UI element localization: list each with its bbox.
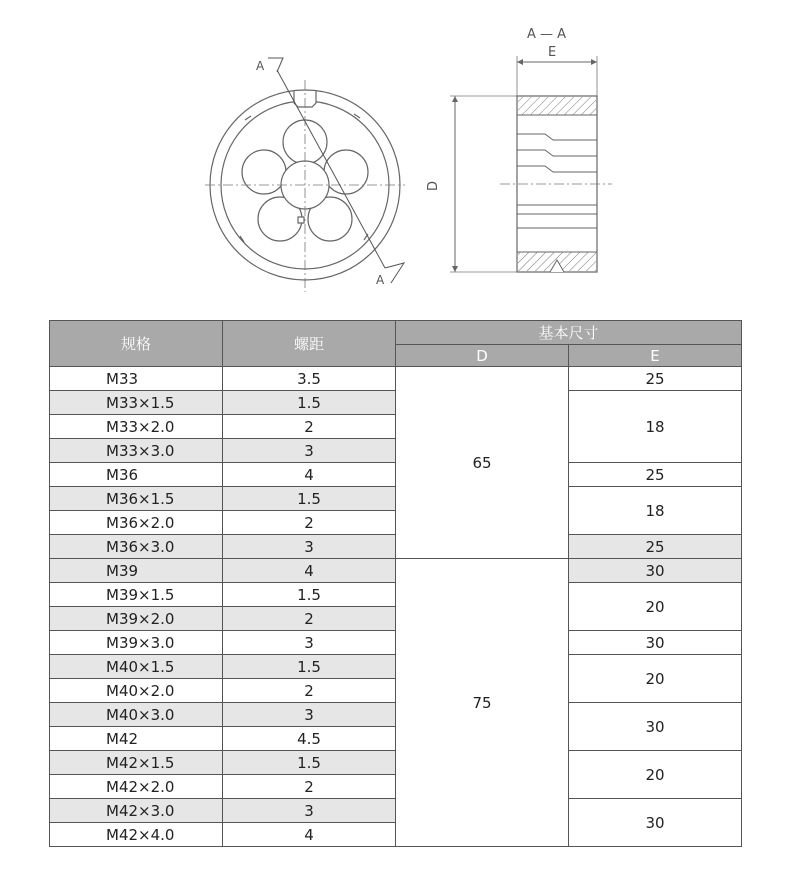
model-cell: M39×2.0 <box>50 607 223 631</box>
model-cell: M40×1.5 <box>50 655 223 679</box>
pitch-cell: 4 <box>223 823 396 847</box>
model-cell: M39×3.0 <box>50 631 223 655</box>
e-cell: 25 <box>569 535 742 559</box>
pitch-cell: 4.5 <box>223 727 396 751</box>
e-cell: 18 <box>569 391 742 463</box>
table-row <box>50 367 742 391</box>
e-cell: 20 <box>569 751 742 799</box>
model-cell: M33×2.0 <box>50 415 223 439</box>
e-cell: 20 <box>569 583 742 631</box>
model-cell: M39 <box>50 559 223 583</box>
die-section-view <box>426 27 612 272</box>
specification-table <box>49 320 742 847</box>
model-cell: M36 <box>50 463 223 487</box>
d-cell: 75 <box>396 559 569 847</box>
pitch-cell: 1.5 <box>223 655 396 679</box>
model-cell: M36×3.0 <box>50 535 223 559</box>
header-model: 规格 <box>50 321 223 367</box>
pitch-cell: 2 <box>223 775 396 799</box>
model-cell: M33×3.0 <box>50 439 223 463</box>
pitch-cell: 2 <box>223 607 396 631</box>
e-cell: 30 <box>569 559 742 583</box>
model-cell: M33×1.5 <box>50 391 223 415</box>
model-cell: M36×2.0 <box>50 511 223 535</box>
model-cell: M42×2.0 <box>50 775 223 799</box>
e-cell: 20 <box>569 655 742 703</box>
model-cell: M33 <box>50 367 223 391</box>
pitch-cell: 4 <box>223 559 396 583</box>
pitch-cell: 3 <box>223 439 396 463</box>
model-cell: M36×1.5 <box>50 487 223 511</box>
header-pitch: 螺距 <box>223 321 396 367</box>
pitch-cell: 3 <box>223 535 396 559</box>
pitch-cell: 3 <box>223 703 396 727</box>
dim-d-label: D <box>426 180 441 191</box>
pitch-cell: 1.5 <box>223 391 396 415</box>
cut-label-bottom: A <box>376 273 385 287</box>
pitch-cell: 2 <box>223 679 396 703</box>
pitch-cell: 1.5 <box>223 751 396 775</box>
model-cell: M40×2.0 <box>50 679 223 703</box>
model-cell: M42×4.0 <box>50 823 223 847</box>
section-label: A — A <box>527 27 567 42</box>
cut-label-top: A <box>256 59 265 73</box>
pitch-cell: 3 <box>223 799 396 823</box>
header-e: E <box>569 345 742 367</box>
header-basic-size: 基本尺寸 <box>396 321 742 345</box>
pitch-cell: 2 <box>223 511 396 535</box>
pitch-cell: 3 <box>223 631 396 655</box>
table-row <box>50 559 742 583</box>
e-cell: 30 <box>569 703 742 751</box>
header-d: D <box>396 345 569 367</box>
d-cell: 65 <box>396 367 569 559</box>
model-cell: M42 <box>50 727 223 751</box>
e-cell: 30 <box>569 631 742 655</box>
e-cell: 30 <box>569 799 742 847</box>
pitch-cell: 1.5 <box>223 583 396 607</box>
dim-e-label: E <box>548 45 557 60</box>
e-cell: 18 <box>569 487 742 535</box>
technical-drawing <box>0 0 790 300</box>
model-cell: M42×3.0 <box>50 799 223 823</box>
e-cell: 25 <box>569 367 742 391</box>
e-cell: 25 <box>569 463 742 487</box>
model-cell: M40×3.0 <box>50 703 223 727</box>
pitch-cell: 3.5 <box>223 367 396 391</box>
model-cell: M42×1.5 <box>50 751 223 775</box>
pitch-cell: 2 <box>223 415 396 439</box>
model-cell: M39×1.5 <box>50 583 223 607</box>
pitch-cell: 1.5 <box>223 487 396 511</box>
pitch-cell: 4 <box>223 463 396 487</box>
